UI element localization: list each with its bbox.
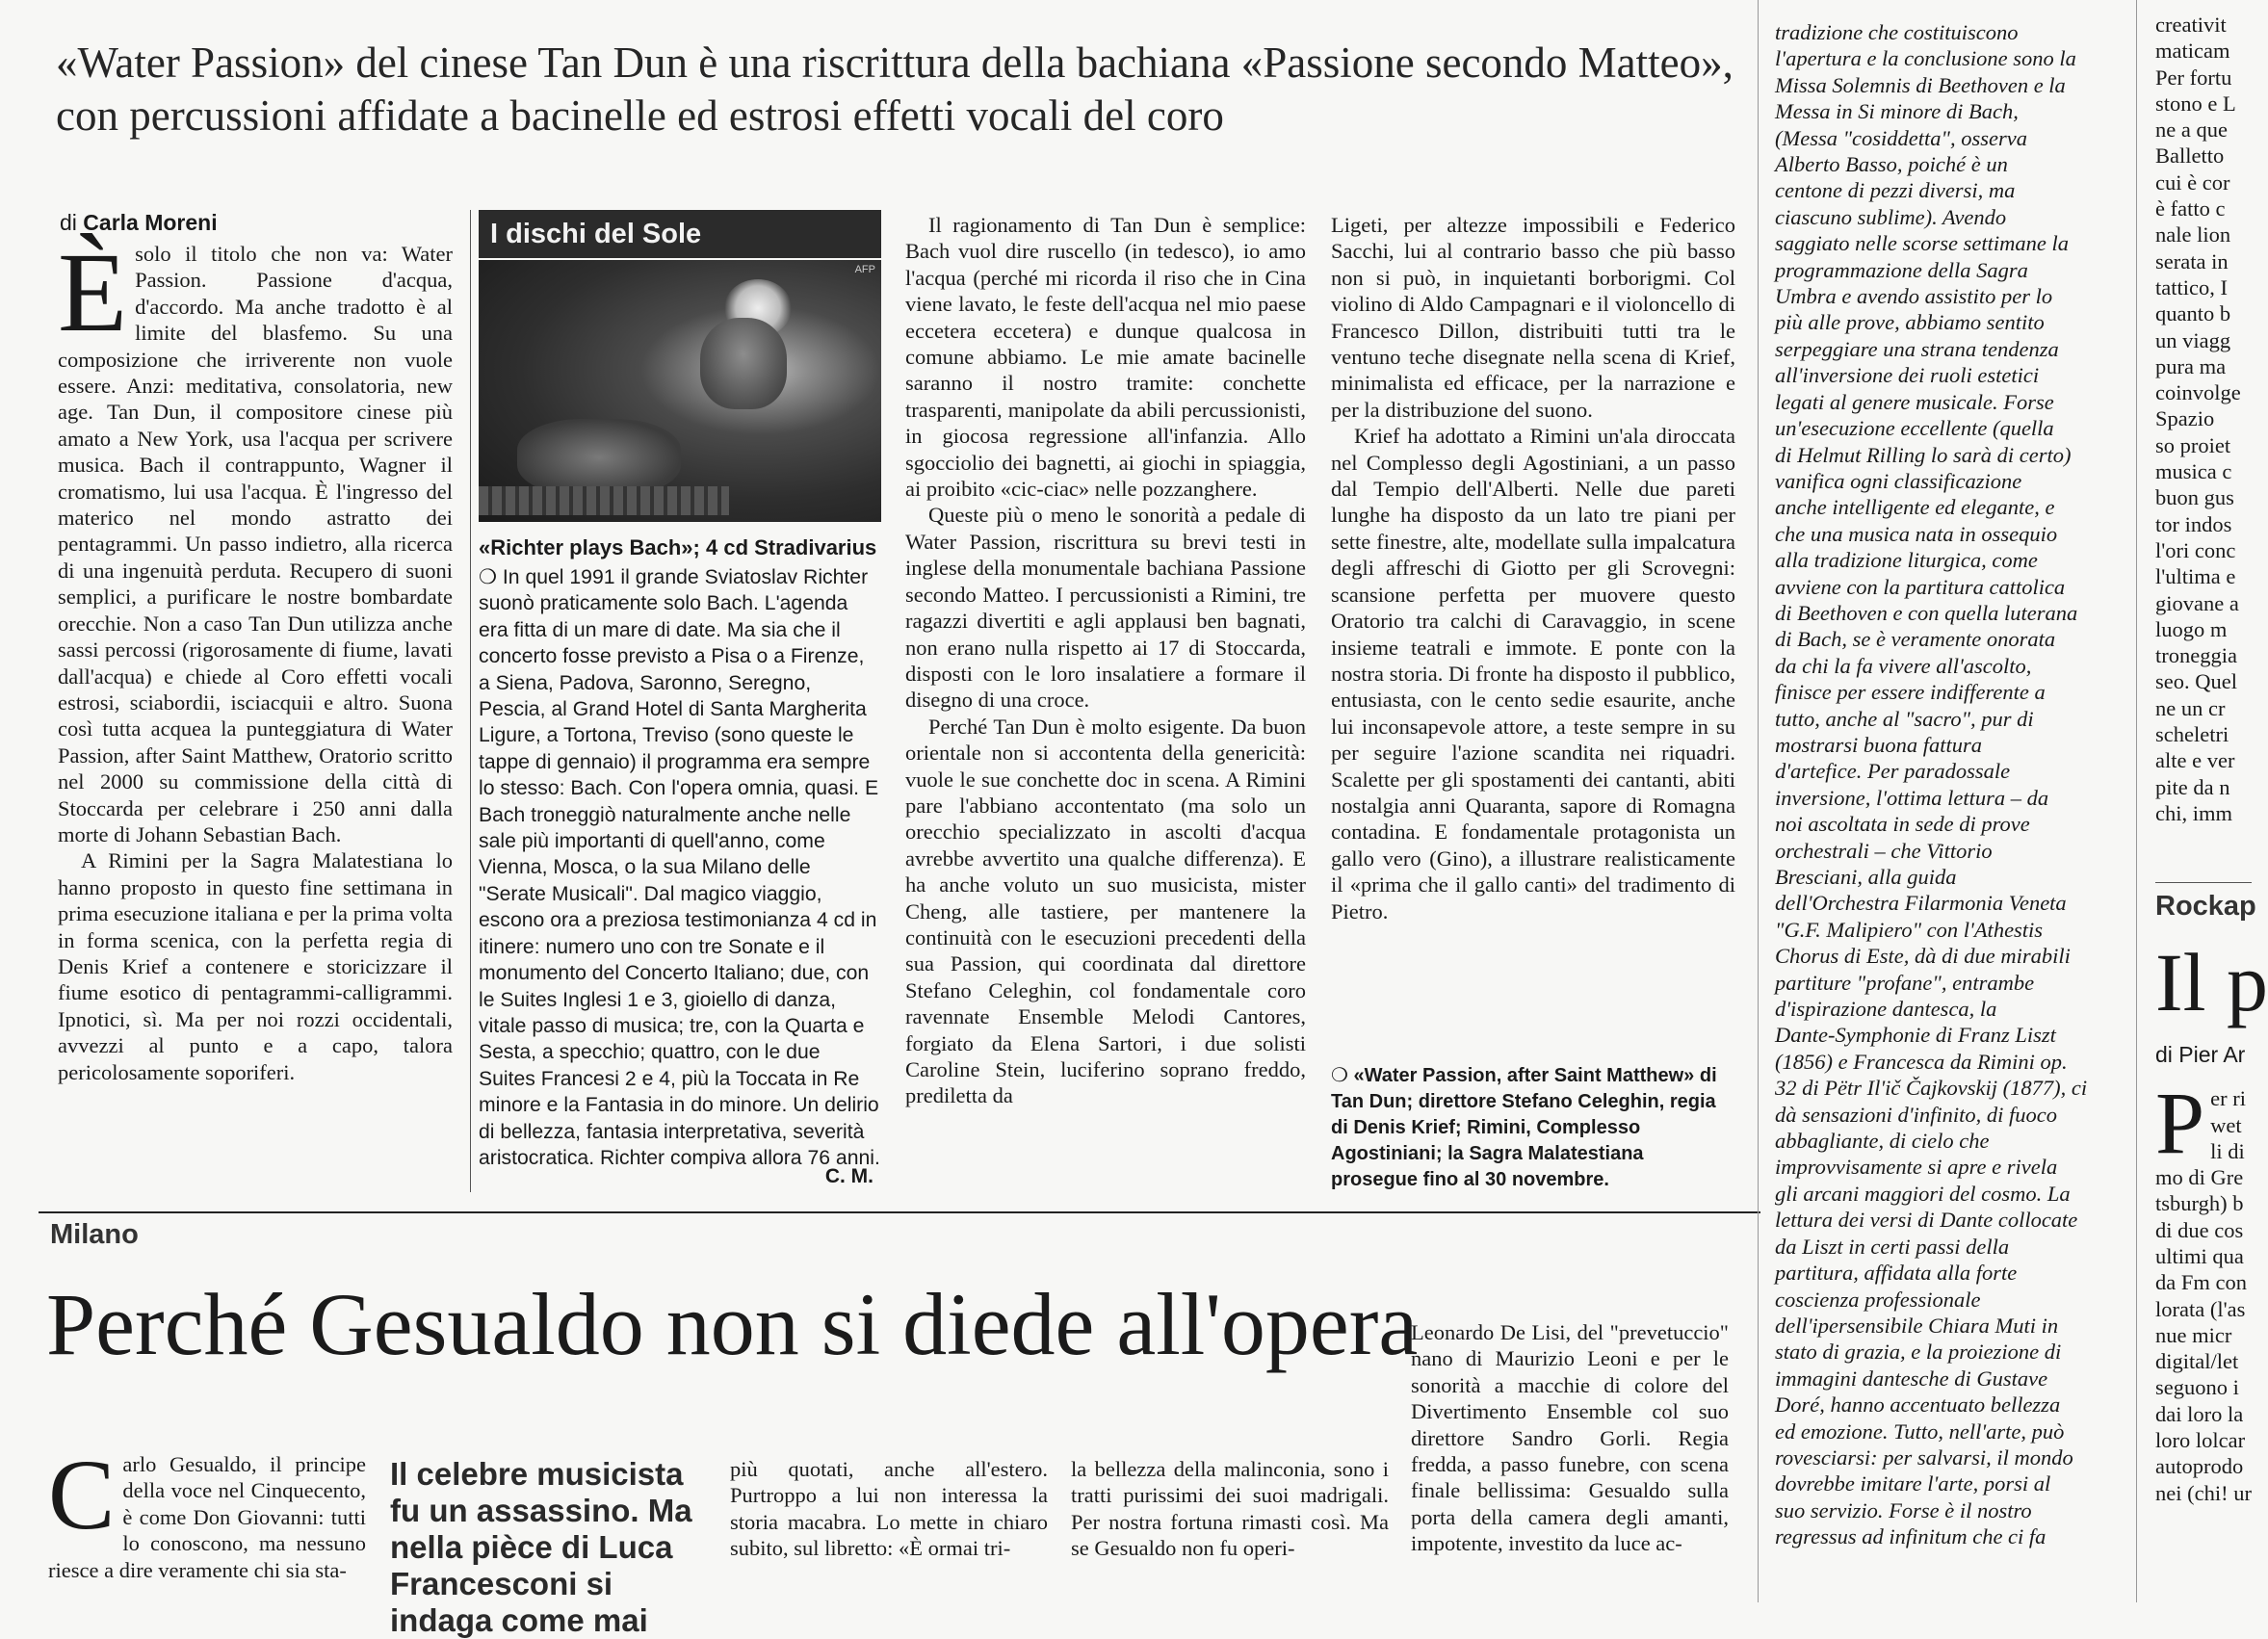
edge-column-line: alte e ver (2155, 748, 2235, 773)
right-column-line: Umbra e avendo assistito per lo (1775, 284, 2053, 309)
edge-column-line: tattico, I (2155, 274, 2228, 299)
article-subhead: «Water Passion» del cinese Tan Dun è una riscrittura della bachiana «Passione secondo Matteo», con percussioni affidate a bacinelle ed estrosi effetti vocali del coro (56, 39, 1734, 140)
right-column-line: centone di pezzi diversi, ma (1775, 178, 2016, 203)
right-column-line: gli arcani maggiori del cosmo. La (1775, 1181, 2071, 1206)
right-column-line: Bresciani, alla guida (1775, 865, 1957, 889)
edge-column-line: giovane a (2155, 590, 2239, 615)
right-column-line: all'inversione dei ruoli estetici (1775, 363, 2040, 388)
sidebar-body: ❍ In quel 1991 il grande Sviatoslav Richter suonò praticamente solo Bach. L'agenda era fitta di un mare di date. Ma sia che il concerto fosse previsto a Pisa o a Firenze, a Siena, Padova, Saronno, Seregno, Pescia, al Grand Hotel di Santa Margherita Ligure, a Tortona, Treviso (sono queste le tappe di gennaio) il programma era sempre lo stesso: Bach. Con l'opera omnia, quasi. E Bach troneggiò naturalmente anche nelle sale più importanti di quell'anno, come Vienna, Mosca, o la sua Milano delle "Serate Musicali". Dal magico viaggio, escono ora a preziosa testimonianza 4 cd in itinere: numero uno con tre Sonate e il monumento del Concerto Italiano; due, con le Suites Inglesi 1 e 3, gioiello di danza, vitale passo di musica; tre, con la Quarta e Sesta, a specchio; quattro, con le due Suites Francesi 2 e 4, più la Toccata in Re minore e la Fantasia in do minore. Un delirio di bellezza, fantasia interpretativa, severità aristocratica. Richter compiva allora 76 anni. (479, 566, 880, 1169)
sidebar-heading: I dischi del Sole (479, 210, 881, 258)
edge-column-line: l'ori conc (2155, 537, 2236, 562)
column-3-paragraph-3: Perché Tan Dun è molto esigente. Da buon orientale non si accontenta della genericità: vuole le sue conchette doc in scena. A Rimini pare l'abbiano accontentato (ma solo un orecchio specializzato in ascolti d'acqua avrebbe avvertito una qualche differenza). E ha anche voluto un suo musicista, mister Cheng, alle tastiere, per mantenere la continuità con le esecuzioni precedenti della sua Passion, qui coordinata dal direttore Stefano Celeghin, col fondamentale coro ravennate Ensemble Melodi Cantores, forgiato da Elena Sartori, i due solisti Caroline Stein, luciferino soprano freddo, prediletta da (905, 714, 1306, 1108)
right-column-line: regressus ad infinitum che ci fa (1775, 1524, 2046, 1549)
column-1-paragraph-2: A Rimini per la Sagra Malatestiana lo hanno proposto in questo fine settimana in prima esecuzione italiana e per la prima volta in forma scenica, con la perfetta regia di Denis Krief a contenere e storicizzare il fiume esotico di pentagrammi-calligrammi. Ipnotici, sì. Ma per noi rozzi occidentali, avvezzi al punto e a capo, talora pericolosamente soporiferi. (58, 848, 453, 1084)
edge-column-line: ne a que (2155, 117, 2228, 143)
edge-column-line: li di (2210, 1138, 2245, 1163)
edge-column-line: pite da n (2155, 774, 2230, 799)
edge-column-line: nue micr (2155, 1322, 2232, 1347)
performance-info: ❍ «Water Passion, after Saint Matthew» di Tan Dun; direttore Stefano Celeghin, regia di Denis Krief; Rimini, Complesso Agostiniani; la Sagra Malatestiana prosegue fino al 30 novembre. (1331, 1065, 1717, 1190)
right-column-line: abbagliante, di cielo che (1775, 1129, 1990, 1154)
edge-column-line: buon gus (2155, 485, 2234, 510)
edge-column-line: autoprodo (2155, 1454, 2244, 1479)
edge-column-line: è fatto c (2155, 196, 2226, 221)
right-column-line: Chorus di Este, dà di due mirabili (1775, 944, 2071, 969)
section-label: Milano (50, 1219, 139, 1250)
right-column-line: l'apertura e la conclusione sono la (1775, 46, 2076, 71)
column-3-paragraph-2: Queste più o meno le sonorità a pedale di Water Passion, riscrittura su brevi testi in inglese della monumentale bachiana Passione secondo Matteo. I percussionisti a Rimini, tre ragazzi divertiti e agli applausi ben bagnati, non erano nulla rispetto ai 17 di Stoccarda, disposti con le loro insalatiere a formare il disegno di una croce. (905, 503, 1306, 713)
right-column-line: Messa in Si minore di Bach, (1775, 99, 2019, 124)
right-column-line: Missa Solemnis di Beethoven e la (1775, 72, 2066, 97)
edge-column-line: Per fortu (2155, 65, 2232, 90)
edge-column-line: creativit (2155, 13, 2227, 37)
column-rule (470, 210, 471, 1192)
richter-photo (479, 260, 881, 522)
photo-credit: AFP (854, 264, 875, 275)
right-column-line: ed emozione. Tutto, nell'arte, può (1775, 1418, 2065, 1444)
right-column-line: partiture "profane", entrambe (1775, 970, 2035, 995)
right-column-line: suo servizio. Forse è il nostro (1775, 1497, 2032, 1522)
section-rule (39, 1211, 1760, 1213)
bottom-column-3: più quotati, anche all'estero. Purtroppo a lui non interessa la storia macabra. Lo mette in chiaro subito, sul libretto: «È ormai tri- (730, 1457, 1048, 1561)
right-column-line: finisce per essere indifferente a (1775, 680, 2046, 705)
right-column-line: mostrarsi buona fattura (1775, 732, 1983, 757)
right-column-line: ciascuno sublime). Avendo (1775, 204, 2007, 229)
bottom-headline: Perché Gesualdo non si diede all'opera (46, 1275, 1419, 1373)
sidebar-cd-title: «Richter plays Bach»; 4 cd Stradivarius (479, 535, 877, 559)
right-column-line: di Beethoven e con quella luterana (1775, 600, 2078, 625)
right-column-rule (1758, 0, 1759, 1602)
edge-column-line: loro lolcar (2155, 1428, 2246, 1453)
edge-column-line: scheletri (2155, 722, 2229, 747)
right-column-line: lettura dei versi di Dante collocate (1775, 1208, 2078, 1233)
right-column-line: saggiato nelle scorse settimane la (1775, 231, 2069, 256)
right-column-line: "G.F. Malipiero" con l'Athestis (1775, 917, 2044, 942)
edge-column-text (2155, 12, 2252, 826)
right-column-line: coscienza professionale (1775, 1287, 1981, 1312)
column-4-paragraph-1: Ligeti, per altezze impossibili e Federico Sacchi, lui al contrario basso che più basso non si può, in inquietanti borborigmi. Col violino di Aldo Campagnari e il violoncello di Francesco Dillon, distribuiti tutti tra le ventuno teche disegnate nella scena di Krief, minimalista ed efficace, per la narrazione e per la distribuzione del suono. (1331, 213, 1735, 422)
sidebar-signature: C. M. (824, 1165, 873, 1187)
edge-column-line: seguono i (2155, 1375, 2239, 1400)
right-column-line: inversione, l'ottima lettura – da (1775, 785, 2049, 810)
right-column-line: dovrebbe imitare l'arte, porsi al (1775, 1471, 2051, 1496)
right-column-line: dà sensazioni d'infinito, di fuoco (1775, 1102, 2057, 1127)
edge-byline: di Pier Ar (2155, 1042, 2246, 1068)
edge-headline: Il p (2155, 936, 2268, 1029)
edge-column-line: troneggia (2155, 643, 2237, 668)
bottom-column-4: la bellezza della malinconia, sono i tratti purissimi dei suoi madrigali. Per nostra fortuna rimasti così. Ma se Gesualdo non fu operi- (1071, 1457, 1389, 1561)
right-column-line: legati al genere musicale. Forse (1775, 389, 2054, 414)
edge-column-line: pura ma (2155, 353, 2227, 378)
right-column-line: Dante-Symphonie di Franz Liszt (1775, 1023, 2056, 1048)
edge-column-line: chi, imm (2155, 800, 2232, 825)
article-column-3 (905, 212, 1306, 1213)
edge-column-line: nale lion (2155, 222, 2231, 247)
right-column-line: dell'ipersensibile Chiara Muti in (1775, 1313, 2059, 1338)
edge-column-line: stono e L (2155, 91, 2236, 116)
right-column-line: Doré, hanno accentuato bellezza (1775, 1392, 2061, 1418)
edge-column-line: er ri (2210, 1086, 2247, 1111)
right-column-line: alla tradizione liturgica, come (1775, 548, 2038, 573)
byline-name: Carla Moreni (83, 210, 218, 235)
right-column-line: improvvisamente si apre e rivela (1775, 1155, 2058, 1180)
right-column-line: noi ascoltata in sede di prove (1775, 812, 2030, 837)
edge-column-line: da Fm con (2155, 1270, 2247, 1295)
edge-column-line: musica c (2155, 459, 2232, 484)
edge-drop-cap: P (2155, 1074, 2205, 1173)
right-column-line: d'ispirazione dantesca, la (1775, 997, 1997, 1022)
bottom-drop-cap: C (48, 1440, 116, 1550)
edge-column-line: Balletto (2155, 143, 2225, 169)
edge-column-line: dai loro la (2155, 1401, 2244, 1426)
right-column-line: programmazione della Sagra (1775, 257, 2028, 282)
right-column-line: avviene con la partitura cattolica (1775, 574, 2066, 599)
edge-column (2155, 12, 2268, 1602)
right-column-line: vanifica ogni classificazione (1775, 468, 2022, 493)
right-column-line: orchestrali – che Vittorio (1775, 838, 1993, 863)
right-column-line: da Liszt in certi passi della (1775, 1234, 2010, 1259)
edge-column-line: Spazio (2155, 406, 2215, 431)
edge-column-line: ne un cr (2155, 695, 2226, 720)
edge-column-line: wet (2210, 1112, 2242, 1137)
edge-column-line: luogo m (2155, 616, 2228, 641)
right-column-line: da chi la fa vivere all'ascolto, (1775, 653, 2032, 678)
edge-column-line: di due cos (2155, 1217, 2244, 1242)
pullquote: Il celebre musicista fu un assassino. Ma nella pièce di Luca Francesconi si indaga come mai (390, 1456, 692, 1638)
right-italic-column (1775, 19, 2117, 1602)
right-column-line: Alberto Basso, poiché è un (1775, 152, 2008, 177)
article-column-4 (1331, 212, 1735, 1021)
right-column-line: di Helmut Rilling lo sarà di certo) (1775, 442, 2072, 467)
disc-icon-2: ❍ (1331, 1065, 1354, 1086)
edge-column-line: lorata (l'as (2155, 1296, 2246, 1321)
right-column-line: (Messa "cosiddetta", osserva (1775, 125, 2027, 150)
right-column-line: 32 di Pëtr Il'ič Čajkovskij (1877), ci (1775, 1076, 2088, 1101)
article-column-1 (58, 229, 453, 1204)
edge-column-line: un viagg (2155, 327, 2231, 352)
right-column-line: stato di grazia, e la proiezione di (1775, 1340, 2062, 1365)
column-1-lead: solo il titolo che non va: Water Passion. Passione d'acqua, d'accordo. Ma anche tradotto è al limite del blasfemo. Su una composizione che irriverente non vuole essere. Anzi: meditativa, consolatoria, new age. Tan Dun, il compositore cinese più amato a New York, usa l'acqua per scrivere musica. Bach il contrappunto, Wagner il cromatismo, lui usa l'acqua. È l'ingresso del materico nel mondo astratto dei pentagrammi. Un passo indietro, alla ricerca di una ingenuità perduta. Recupero di suoni semplici, a purificare le nostre bombardate orecchie. Non a caso Tan Dun utilizza anche sassi percossi (rigorosamente di fiume, lavati dall'acqua) e chiede al Coro effetti vocali estrosi, sciabordii, isciacquii e altro. Suona così tutta acquea la punteggiatura di Water Passion, after Saint Matthew, Oratorio scritto nel 2000 su commissione della città di Stoccarda per celebrare i 250 anni dalla morte di Johann Sebastian Bach. (58, 242, 453, 846)
edge-column-line: coinvolge (2155, 380, 2241, 405)
edge-column-line: tsburgh) b (2155, 1191, 2244, 1216)
column-3-paragraph-1: Il ragionamento di Tan Dun è semplice: Bach vuol dire ruscello (in tedesco), io amo l'acqua (perché mi ricorda il riso che in Cina viene lavato, le feste dell'acqua nel mio paese eccetera eccetera) e dunque qualcosa in comune abbiamo. Le mie amate bacinelle saranno il nostro tramite: conchette trasparenti, manipolate da abili percussionisti, in giocosa regressione all'infanzia. Allo sgocciolio dei bagnetti, ai giochi in spiaggia, ai proibito «cic-ciac» nelle pozzanghere. (905, 213, 1306, 502)
edge-column-line: ultimi qua (2155, 1243, 2244, 1268)
right-column-line: serpeggiare una strana tendenza (1775, 336, 2059, 361)
right-column-line: immagini dantesche di Gustave (1775, 1366, 2048, 1391)
edge-column-line: cui è cor (2155, 169, 2230, 195)
edge-column-line: so proiet (2155, 432, 2231, 457)
right-column-line: partitura, affidata alla forte (1775, 1261, 2018, 1286)
right-column-line: tutto, anche al "sacro", pur di (1775, 706, 2034, 731)
edge-column-line: mo di Gre (2155, 1165, 2244, 1190)
right-column-line: rovesciarsi: per salvarsi, il mondo (1775, 1444, 2073, 1470)
edge-column-line: seo. Quel (2155, 669, 2237, 694)
right-column-line: che una musica nata in ossequio (1775, 521, 2058, 546)
right-column-line: (1856) e Francesca da Rimini op. (1775, 1049, 2068, 1074)
right-column-line: dell'Orchestra Filarmonia Veneta (1775, 891, 2067, 916)
right-column-line: più alle prove, abbiamo sentito (1775, 310, 2045, 335)
byline-prefix: di (60, 210, 77, 235)
edge-column-line: serata in (2155, 248, 2229, 273)
right-column-line: anche intelligente ed elegante, e (1775, 495, 2055, 520)
right-column-line: un'esecuzione eccellente (quella (1775, 416, 2054, 441)
edge-column-rule (2136, 0, 2137, 1602)
sidebar-box (479, 210, 881, 1192)
edge-column-line: nei (chi! ur (2155, 1480, 2252, 1505)
bottom-column-1: Carlo Gesualdo, il principe della voce nel Cinquecento, è come Don Giovanni: tutti lo conoscono, ma nessuno riesce a dire veramente chi sia sta- (48, 1440, 366, 1582)
right-column-line: tradizione che costituiscono (1775, 20, 2019, 44)
right-column-line: d'artefice. Per paradossale (1775, 759, 2011, 784)
edge-column-line: tor indos (2155, 511, 2232, 536)
drop-cap: È (58, 229, 128, 355)
edge-column-line: maticam (2155, 39, 2230, 64)
edge-column-line: quanto b (2155, 301, 2231, 326)
disc-icon: ❍ (479, 566, 503, 588)
column-4-paragraph-2: Krief ha adottato a Rimini un'ala diroccata nel Complesso degli Agostiniani, a un passo dal Tempio dell'Alberti. Nelle due pareti lunghe ha disposto da un lato tre piani per sette finestre, alte, modellate sulla impalcatura degli affreschi di Giotto per gli Scrovegni: scansione perfetta per muovere questo Oratorio tra calchi di Caravaggio, in scene insieme teatrali e immote. E ponte con la nostra storia. Di fronte ha disposto il pubblico, entusiasta, con le cento sedie esaurite, anche lui inconsapevole attore, a teste sempre in su per seguire l'azione scandita nei riquadri. Scalette per gli spostamenti dei cantanti, abiti nostalgia anni Quaranta, sapore di Romagna contadina. E fondamentale protagonista un gallo vero (Gino), a illustrare realisticamente il «prima che il gallo canti» del tradimento di Pietro. (1331, 424, 1735, 924)
edge-section-label: Rockap (2155, 891, 2256, 923)
right-column-line: di Bach, se è veramente onorata (1775, 627, 2056, 652)
edge-column-line: digital/let (2155, 1349, 2239, 1374)
edge-column-line: l'ultima e (2155, 564, 2236, 589)
bottom-column-5: Leonardo De Lisi, del "prevetuccio" nano di Maurizio Leoni e per le sonorità a macchie di colore del Divertimento Ensemble col suo direttore Sandro Gorli. Regia fredda, a passo funebre, con scena finale bellissima: Gesualdo sulla porta della camera degli amanti, impotente, investito da luce ac- (1411, 1320, 1729, 1556)
